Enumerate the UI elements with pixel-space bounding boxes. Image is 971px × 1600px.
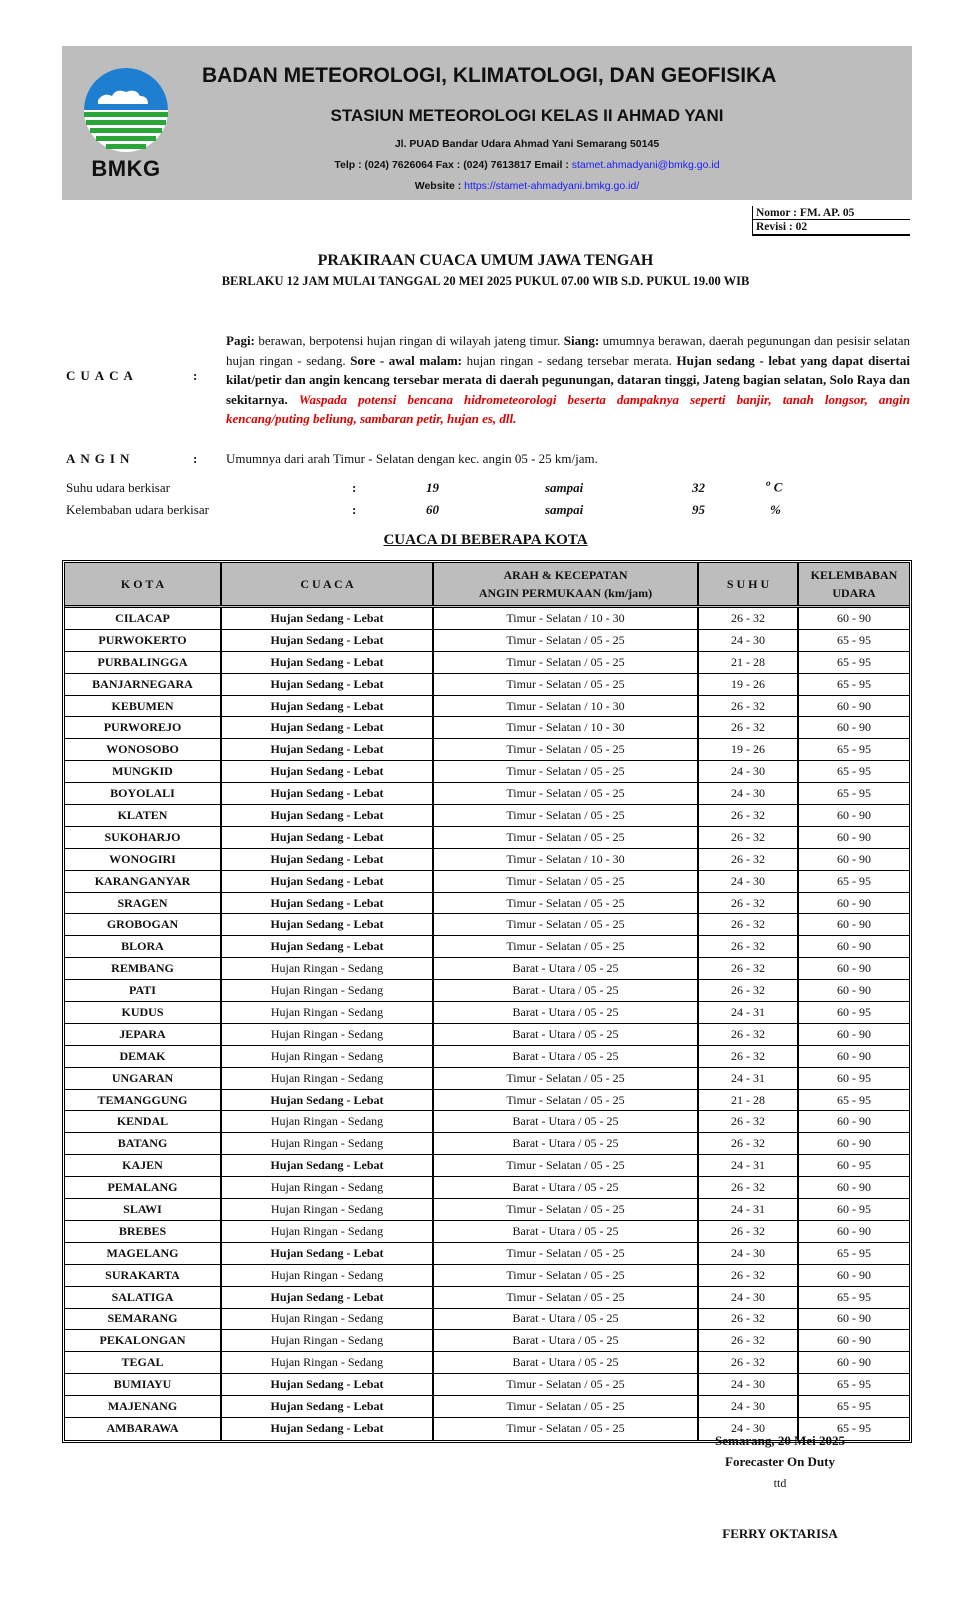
suhu-max: 32 <box>692 480 705 495</box>
cell-cuaca: Hujan Sedang - Lebat <box>222 936 434 957</box>
pagi-text: berawan, berpotensi hujan ringan di wilayah jateng timur. <box>254 333 564 348</box>
cell-kota: KARANGANYAR <box>65 871 222 892</box>
cell-cuaca: Hujan Ringan - Sedang <box>222 980 434 1001</box>
cell-kelembaban: 60 - 90 <box>837 807 871 822</box>
table-row <box>65 1068 909 1090</box>
cell-cuaca: Hujan Sedang - Lebat <box>222 1243 434 1264</box>
cell-kota: SLAWI <box>65 1199 222 1220</box>
cell-suhu: 26 - 32 <box>699 980 799 1001</box>
lembab-sampai: sampai <box>545 502 584 517</box>
cell-suhu: 26 - 32 <box>699 1265 799 1286</box>
cell-kota: KUDUS <box>65 1002 222 1023</box>
cell-suhu: 24 - 31 <box>699 1155 799 1176</box>
table-row <box>65 1046 909 1068</box>
cell-angin: Timur - Selatan / 05 - 25 <box>434 1265 699 1286</box>
cell-kota: JEPARA <box>65 1024 222 1045</box>
header-kelembaban-l1: KELEMBABAN <box>810 568 898 582</box>
cell-angin: Barat - Utara / 05 - 25 <box>434 1024 699 1045</box>
cell-kelembaban: 65 - 95 <box>837 1399 871 1413</box>
cell-angin: Timur - Selatan / 05 - 25 <box>434 914 699 935</box>
cell-kelembaban: 60 - 90 <box>837 1136 871 1151</box>
cell-kelembaban: 60 - 90 <box>837 1223 871 1238</box>
letterhead <box>62 46 912 200</box>
cell-cuaca: Hujan Sedang - Lebat <box>222 893 434 914</box>
cell-cuaca: Hujan Sedang - Lebat <box>222 871 434 892</box>
cell-angin: Timur - Selatan / 05 - 25 <box>434 630 699 651</box>
cell-angin: Barat - Utara / 05 - 25 <box>434 980 699 1001</box>
cell-kota: BUMIAYU <box>65 1374 222 1395</box>
cell-kelembaban: 60 - 90 <box>837 961 871 976</box>
cell-kelembaban: 65 - 95 <box>837 676 871 691</box>
cell-cuaca: Hujan Sedang - Lebat <box>222 914 434 935</box>
cell-cuaca: Hujan Ringan - Sedang <box>222 1002 434 1023</box>
cell-kota: TEMANGGUNG <box>65 1090 222 1111</box>
cell-cuaca: Hujan Sedang - Lebat <box>222 1396 434 1417</box>
cell-angin: Timur - Selatan / 05 - 25 <box>434 761 699 782</box>
cell-suhu: 26 - 32 <box>699 608 799 629</box>
cell-kelembaban: 60 - 90 <box>837 1355 871 1370</box>
cell-kelembaban: 65 - 95 <box>837 1245 871 1260</box>
cell-cuaca: Hujan Sedang - Lebat <box>222 849 434 870</box>
cell-cuaca: Hujan Ringan - Sedang <box>222 1352 434 1373</box>
website-link[interactable]: https://stamet-ahmadyani.bmkg.go.id/ <box>464 180 640 192</box>
cell-angin: Barat - Utara / 05 - 25 <box>434 1002 699 1023</box>
cuaca-label: CUACA <box>66 368 138 383</box>
document-title: PRAKIRAAN CUACA UMUM JAWA TENGAH <box>317 252 654 269</box>
table-row <box>65 849 909 871</box>
cell-kelembaban: 65 - 95 <box>837 1377 871 1392</box>
cell-kelembaban: 60 - 90 <box>837 698 871 713</box>
cell-kota: KENDAL <box>65 1111 222 1132</box>
cell-kelembaban: 60 - 90 <box>837 1311 871 1326</box>
bmkg-emblem-icon <box>80 68 172 158</box>
cell-angin: Timur - Selatan / 10 - 30 <box>434 696 699 717</box>
siang-text: umumnya berawan, daerah pegunungan dan pesisir selatan hujan ringan - sedang. <box>226 333 910 368</box>
table-row <box>65 871 909 893</box>
cell-cuaca: Hujan Ringan - Sedang <box>222 1046 434 1067</box>
suhu-unit: $^o$ C <box>766 478 783 495</box>
cell-cuaca: Hujan Sedang - Lebat <box>222 1155 434 1176</box>
cell-kota: BLORA <box>65 936 222 957</box>
cell-suhu: 26 - 32 <box>699 958 799 979</box>
cell-suhu: 19 - 26 <box>699 739 799 760</box>
table-row <box>65 1287 909 1309</box>
cell-angin: Barat - Utara / 05 - 25 <box>434 1111 699 1132</box>
header-angin <box>434 563 699 605</box>
cell-kota: SEMARANG <box>65 1309 222 1330</box>
cell-angin: Timur - Selatan / 10 - 30 <box>434 717 699 738</box>
table-row <box>65 717 909 739</box>
cell-suhu: 26 - 32 <box>699 717 799 738</box>
table-row <box>65 893 909 915</box>
document-number-box <box>752 206 910 236</box>
cell-suhu: 26 - 32 <box>699 1309 799 1330</box>
cell-kelembaban: 65 - 95 <box>837 632 871 647</box>
city-forecast-table <box>62 560 912 1443</box>
bmkg-logo <box>80 68 172 192</box>
cell-suhu: 24 - 30 <box>699 1243 799 1264</box>
cell-kota: SALATIGA <box>65 1287 222 1308</box>
lembab-colon: : <box>352 502 357 517</box>
cell-suhu: 26 - 32 <box>699 827 799 848</box>
cell-kota: PURWOKERTO <box>65 630 222 651</box>
cell-suhu: 26 - 32 <box>699 696 799 717</box>
cell-kota: KAJEN <box>65 1155 222 1176</box>
cell-suhu: 26 - 32 <box>699 1330 799 1351</box>
cell-kota: MAJENANG <box>65 1396 222 1417</box>
cell-kelembaban: 60 - 95 <box>837 1070 871 1085</box>
signature-place-date: Semarang, 20 Mei 2025 <box>715 1433 845 1448</box>
cell-suhu: 26 - 32 <box>699 1352 799 1373</box>
cell-cuaca: Hujan Ringan - Sedang <box>222 1199 434 1220</box>
cell-cuaca: Hujan Sedang - Lebat <box>222 1090 434 1111</box>
lembab-unit: % <box>770 502 781 517</box>
cell-angin: Timur - Selatan / 05 - 25 <box>434 1374 699 1395</box>
cell-angin: Barat - Utara / 05 - 25 <box>434 1177 699 1198</box>
cell-suhu: 24 - 31 <box>699 1002 799 1023</box>
cell-kota: WONOSOBO <box>65 739 222 760</box>
table-row <box>65 1221 909 1243</box>
angin-label: ANGIN <box>66 451 135 466</box>
cell-angin: Timur - Selatan / 05 - 25 <box>434 1287 699 1308</box>
cell-cuaca: Hujan Sedang - Lebat <box>222 717 434 738</box>
cell-suhu: 24 - 30 <box>699 1374 799 1395</box>
cell-kota: BANJARNEGARA <box>65 674 222 695</box>
cell-suhu: 24 - 30 <box>699 1418 799 1440</box>
header-angin-l2: ANGIN PERMUKAAN (km/jam) <box>478 586 653 600</box>
cell-kelembaban: 60 - 90 <box>837 983 871 998</box>
cell-kota: PEMALANG <box>65 1177 222 1198</box>
table-row <box>65 1199 909 1221</box>
cell-angin: Barat - Utara / 05 - 25 <box>434 1352 699 1373</box>
angin-text: Umumnya dari arah Timur - Selatan dengan kec. angin 05 - 25 km/jam. <box>226 451 598 466</box>
cell-kota: SUKOHARJO <box>65 827 222 848</box>
sore-label: Sore - awal malam: <box>350 352 462 368</box>
cell-suhu: 24 - 30 <box>699 871 799 892</box>
cell-angin: Timur - Selatan / 05 - 25 <box>434 871 699 892</box>
sore-text: hujan ringan - sedang tersebar merata. <box>461 352 677 368</box>
cell-cuaca: Hujan Sedang - Lebat <box>222 805 434 826</box>
cell-suhu: 24 - 30 <box>699 1396 799 1417</box>
cell-angin: Timur - Selatan / 05 - 25 <box>434 1396 699 1417</box>
cell-angin: Timur - Selatan / 05 - 25 <box>434 893 699 914</box>
cell-angin: Timur - Selatan / 05 - 25 <box>434 1418 699 1440</box>
cell-kelembaban: 60 - 90 <box>837 1333 871 1348</box>
header-angin-l1: ARAH & KECEPATAN <box>503 568 628 582</box>
cell-suhu: 24 - 30 <box>699 1287 799 1308</box>
cell-cuaca: Hujan Sedang - Lebat <box>222 696 434 717</box>
cell-kelembaban: 65 - 95 <box>837 873 871 888</box>
table-row <box>65 674 909 696</box>
cell-cuaca: Hujan Sedang - Lebat <box>222 761 434 782</box>
cell-cuaca: Hujan Sedang - Lebat <box>222 652 434 673</box>
cell-cuaca: Hujan Sedang - Lebat <box>222 739 434 760</box>
table-row <box>65 630 909 652</box>
cell-cuaca: Hujan Ringan - Sedang <box>222 1309 434 1330</box>
warning-text: Waspada potensi bencana hidrometeorologi beserta dampaknya seperti banjir, tanah longsor, angin kencang/puting beliung, sambaran petir, hujan es, dll. <box>226 391 910 426</box>
suhu-label: Suhu udara berkisar <box>66 480 170 495</box>
table-row <box>65 1177 909 1199</box>
table-row <box>65 958 909 980</box>
cell-kelembaban: 65 - 95 <box>837 1092 871 1107</box>
cell-suhu: 26 - 32 <box>699 936 799 957</box>
cell-kelembaban: 60 - 90 <box>837 917 871 932</box>
cell-kelembaban: 65 - 95 <box>837 786 871 801</box>
doc-revisi: Revisi : 02 <box>756 221 808 233</box>
cell-kota: TEGAL <box>65 1352 222 1373</box>
cell-angin: Timur - Selatan / 05 - 25 <box>434 1155 699 1176</box>
table-row <box>65 914 909 936</box>
cell-angin: Timur - Selatan / 05 - 25 <box>434 1243 699 1264</box>
table-row <box>65 739 909 761</box>
lembab-max: 95 <box>692 502 705 517</box>
table-row <box>65 827 909 849</box>
cell-angin: Timur - Selatan / 05 - 25 <box>434 739 699 760</box>
cell-angin: Timur - Selatan / 05 - 25 <box>434 1090 699 1111</box>
siang-label: Siang: <box>563 333 600 348</box>
doc-nomor: Nomor : FM. AP. 05 <box>753 206 910 220</box>
cell-angin: Timur - Selatan / 05 - 25 <box>434 805 699 826</box>
cell-cuaca: Hujan Ringan - Sedang <box>222 1330 434 1351</box>
cell-cuaca: Hujan Sedang - Lebat <box>222 674 434 695</box>
city-table-title: CUACA DI BEBERAPA KOTA <box>383 532 588 548</box>
suhu-colon: : <box>352 480 357 495</box>
cell-cuaca: Hujan Ringan - Sedang <box>222 958 434 979</box>
table-row <box>65 936 909 958</box>
header-kota: K O T A <box>65 563 222 605</box>
cell-kota: SRAGEN <box>65 893 222 914</box>
cell-cuaca: Hujan Ringan - Sedang <box>222 1177 434 1198</box>
logo-text: BMKG <box>91 156 161 181</box>
cell-cuaca: Hujan Sedang - Lebat <box>222 608 434 629</box>
cell-suhu: 26 - 32 <box>699 849 799 870</box>
lembab-min: 60 <box>426 502 439 517</box>
cell-cuaca: Hujan Ringan - Sedang <box>222 1024 434 1045</box>
contact-text: Telp : (024) 7626064 Fax : (024) 7613817 Email : <box>334 159 572 171</box>
cell-kelembaban: 65 - 95 <box>837 1421 871 1436</box>
cell-kelembaban: 65 - 95 <box>837 654 871 669</box>
cell-angin: Timur - Selatan / 05 - 25 <box>434 1068 699 1089</box>
cell-suhu: 24 - 31 <box>699 1199 799 1220</box>
validity-period: BERLAKU 12 JAM MULAI TANGGAL 20 MEI 2025 PUKUL 07.00 WIB S.D. PUKUL 19.00 WIB <box>221 274 750 288</box>
cell-cuaca: Hujan Ringan - Sedang <box>222 1068 434 1089</box>
website-line <box>202 180 852 192</box>
cell-kelembaban: 60 - 90 <box>837 939 871 954</box>
header-suhu: S U H U <box>699 563 799 605</box>
signature-name: FERRY OKTARISA <box>722 1526 838 1541</box>
table-row <box>65 608 909 630</box>
cell-angin: Barat - Utara / 05 - 25 <box>434 1046 699 1067</box>
cuaca-colon: : <box>193 368 198 383</box>
cell-cuaca: Hujan Sedang - Lebat <box>222 1287 434 1308</box>
cell-kelembaban: 60 - 90 <box>837 829 871 844</box>
cell-kota: BATANG <box>65 1133 222 1154</box>
table-row <box>65 1352 909 1374</box>
cell-angin: Timur - Selatan / 05 - 25 <box>434 1199 699 1220</box>
cell-kota: PATI <box>65 980 222 1001</box>
agency-name: BADAN METEOROLOGI, KLIMATOLOGI, DAN GEOFISIKA <box>202 64 777 87</box>
table-row <box>65 652 909 674</box>
cell-kelembaban: 60 - 90 <box>837 1026 871 1041</box>
header-cuaca: C U A C A <box>222 563 434 605</box>
cell-kota: AMBARAWA <box>65 1418 222 1440</box>
cell-cuaca: Hujan Sedang - Lebat <box>222 783 434 804</box>
header-kelembaban <box>799 563 909 605</box>
cell-kelembaban: 60 - 90 <box>837 610 871 625</box>
pagi-label: Pagi: <box>226 333 255 348</box>
cell-kota: UNGARAN <box>65 1068 222 1089</box>
cell-kota: BREBES <box>65 1221 222 1242</box>
cell-suhu: 19 - 26 <box>699 674 799 695</box>
table-row <box>65 1265 909 1287</box>
cell-angin: Timur - Selatan / 05 - 25 <box>434 827 699 848</box>
table-row <box>65 980 909 1002</box>
cell-angin: Timur - Selatan / 05 - 25 <box>434 783 699 804</box>
cell-suhu: 26 - 32 <box>699 1177 799 1198</box>
cell-cuaca: Hujan Ringan - Sedang <box>222 1221 434 1242</box>
cell-kota: SURAKARTA <box>65 1265 222 1286</box>
cell-kota: KLATEN <box>65 805 222 826</box>
website-label: Website : <box>414 180 465 192</box>
cell-angin: Barat - Utara / 05 - 25 <box>434 1330 699 1351</box>
table-row <box>65 1396 909 1418</box>
cell-kelembaban: 65 - 95 <box>837 764 871 779</box>
contact-line <box>202 159 852 171</box>
cell-suhu: 26 - 32 <box>699 914 799 935</box>
table-row <box>65 783 909 805</box>
hujan-text: Hujan sedang - lebat yang dapat disertai kilat/petir dan angin kencang tersebar merata di daerah pegunungan, dataran tinggi, Jateng bagian selatan, Solo Raya dan sekitarnya. <box>226 352 910 407</box>
cell-kelembaban: 60 - 90 <box>837 851 871 866</box>
cell-kelembaban: 60 - 90 <box>837 720 871 735</box>
table-row <box>65 696 909 718</box>
table-row <box>65 1374 909 1396</box>
cell-suhu: 26 - 32 <box>699 893 799 914</box>
cell-angin: Barat - Utara / 05 - 25 <box>434 1221 699 1242</box>
cell-kelembaban: 60 - 90 <box>837 1180 871 1195</box>
cell-suhu: 26 - 32 <box>699 805 799 826</box>
table-row <box>65 1330 909 1352</box>
lembab-label: Kelembaban udara berkisar <box>66 502 209 517</box>
table-row <box>65 1002 909 1024</box>
cell-kota: WONOGIRI <box>65 849 222 870</box>
cell-cuaca: Hujan Sedang - Lebat <box>222 827 434 848</box>
cell-kelembaban: 65 - 95 <box>837 742 871 757</box>
cell-kelembaban: 60 - 95 <box>837 1158 871 1173</box>
cell-cuaca: Hujan Sedang - Lebat <box>222 1374 434 1395</box>
cell-angin: Timur - Selatan / 10 - 30 <box>434 608 699 629</box>
cell-cuaca: Hujan Ringan - Sedang <box>222 1111 434 1132</box>
cuaca-description <box>226 331 910 429</box>
cell-suhu: 26 - 32 <box>699 1024 799 1045</box>
signature-role: Forecaster On Duty <box>725 1454 835 1469</box>
cell-kota: PURBALINGGA <box>65 652 222 673</box>
table-row <box>65 1090 909 1112</box>
header-kelembaban-l2: UDARA <box>832 586 876 600</box>
cell-angin: Barat - Utara / 05 - 25 <box>434 1309 699 1330</box>
cell-angin: Timur - Selatan / 05 - 25 <box>434 674 699 695</box>
cell-suhu: 24 - 30 <box>699 783 799 804</box>
table-header <box>65 563 909 608</box>
table-row <box>65 805 909 827</box>
cell-suhu: 24 - 31 <box>699 1068 799 1089</box>
cell-kelembaban: 60 - 90 <box>837 1048 871 1063</box>
email-link[interactable]: stamet.ahmadyani@bmkg.go.id <box>571 159 720 171</box>
table-row <box>65 1133 909 1155</box>
cell-angin: Barat - Utara / 05 - 25 <box>434 1133 699 1154</box>
cell-kelembaban: 60 - 95 <box>837 1201 871 1216</box>
cell-suhu: 24 - 30 <box>699 761 799 782</box>
cell-kota: KEBUMEN <box>65 696 222 717</box>
cell-kelembaban: 65 - 95 <box>837 1289 871 1304</box>
cell-kota: CILACAP <box>65 608 222 629</box>
cell-angin: Timur - Selatan / 05 - 25 <box>434 936 699 957</box>
table-row <box>65 1309 909 1331</box>
cell-kelembaban: 60 - 90 <box>837 895 871 910</box>
table-row <box>65 1111 909 1133</box>
cell-angin: Barat - Utara / 05 - 25 <box>434 958 699 979</box>
cell-kota: DEMAK <box>65 1046 222 1067</box>
cell-kota: PEKALONGAN <box>65 1330 222 1351</box>
angin-colon: : <box>193 451 198 466</box>
signature-ttd: ttd <box>773 1476 787 1490</box>
cell-cuaca: Hujan Sedang - Lebat <box>222 1418 434 1440</box>
cell-kota: GROBOGAN <box>65 914 222 935</box>
address: Jl. PUAD Bandar Udara Ahmad Yani Semarang 50145 <box>394 138 660 150</box>
cell-suhu: 26 - 32 <box>699 1111 799 1132</box>
cell-suhu: 24 - 30 <box>699 630 799 651</box>
cell-angin: Timur - Selatan / 10 - 30 <box>434 849 699 870</box>
cell-cuaca: Hujan Sedang - Lebat <box>222 630 434 651</box>
table-row <box>65 1243 909 1265</box>
cell-kota: PURWOREJO <box>65 717 222 738</box>
cell-cuaca: Hujan Ringan - Sedang <box>222 1265 434 1286</box>
table-row <box>65 761 909 783</box>
cell-suhu: 26 - 32 <box>699 1221 799 1242</box>
table-row <box>65 1024 909 1046</box>
table-body <box>65 608 909 1440</box>
cell-cuaca: Hujan Ringan - Sedang <box>222 1133 434 1154</box>
cell-kelembaban: 60 - 95 <box>837 1004 871 1019</box>
cell-suhu: 21 - 28 <box>699 652 799 673</box>
cell-suhu: 26 - 32 <box>699 1046 799 1067</box>
cell-angin: Timur - Selatan / 05 - 25 <box>434 652 699 673</box>
cell-kota: MUNGKID <box>65 761 222 782</box>
cell-suhu: 21 - 28 <box>699 1090 799 1111</box>
suhu-min: 19 <box>426 480 439 495</box>
suhu-sampai: sampai <box>545 480 584 495</box>
cell-kota: BOYOLALI <box>65 783 222 804</box>
cell-kota: MAGELANG <box>65 1243 222 1264</box>
cell-kelembaban: 60 - 90 <box>837 1114 871 1129</box>
table-row <box>65 1155 909 1177</box>
station-name: STASIUN METEOROLOGI KELAS II AHMAD YANI <box>330 106 724 125</box>
cell-kota: REMBANG <box>65 958 222 979</box>
cell-suhu: 26 - 32 <box>699 1133 799 1154</box>
cell-kelembaban: 60 - 90 <box>837 1267 871 1282</box>
